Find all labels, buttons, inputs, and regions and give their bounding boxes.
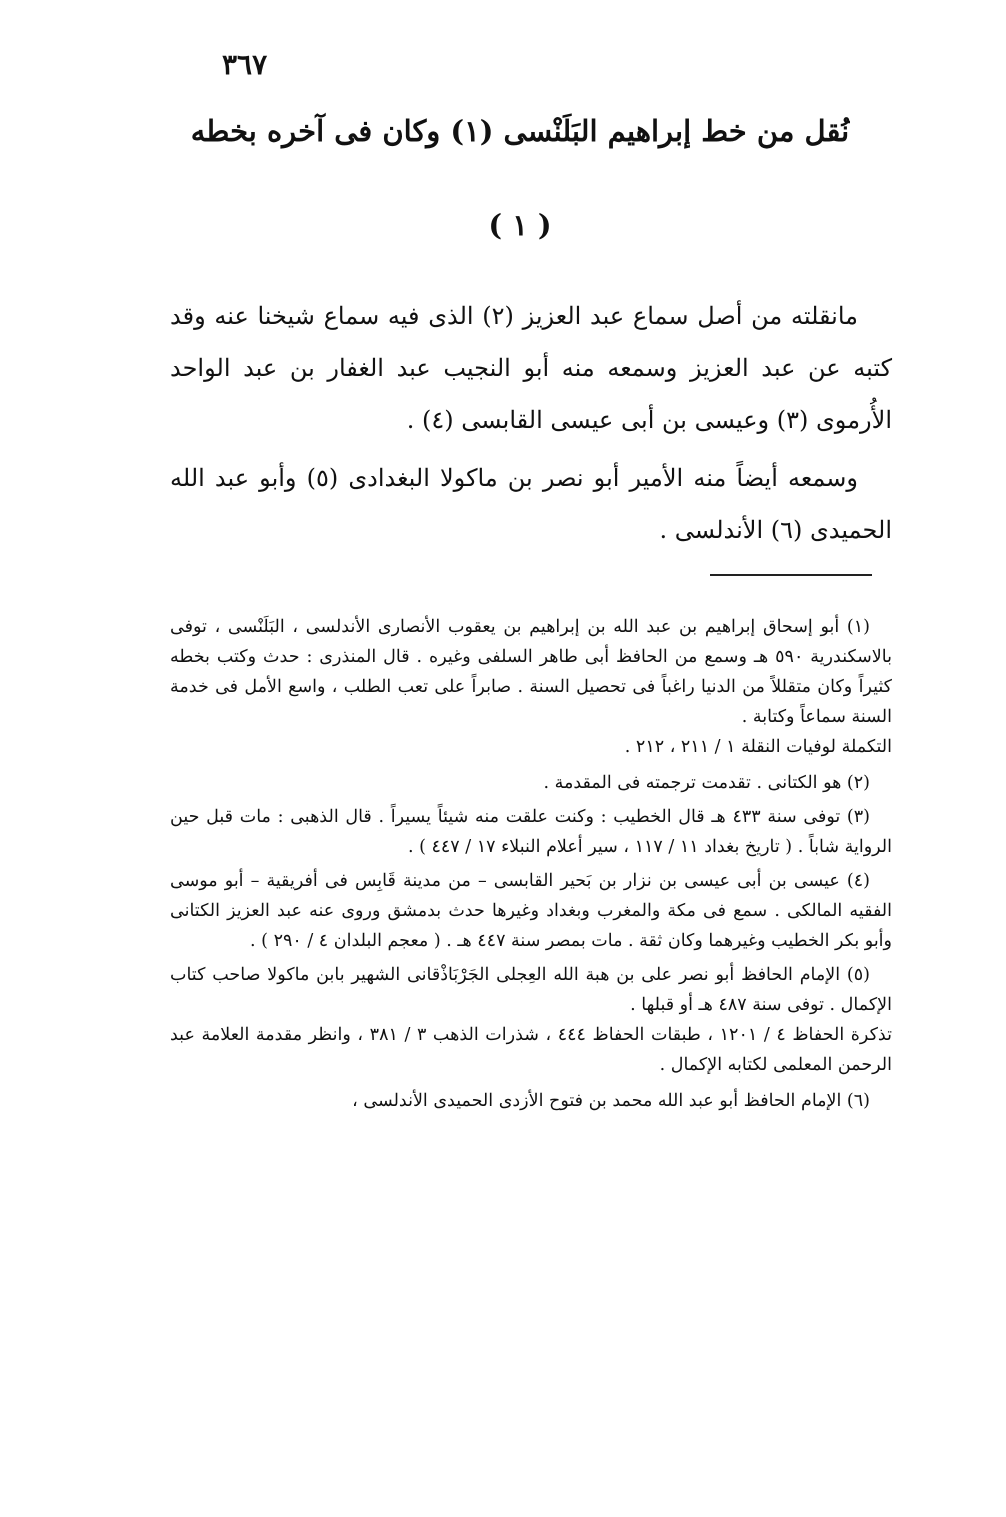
page-title: نُقل من خط إبراهيم البَلَنْسى (١) وكان فى آخره بخطه [190, 114, 850, 148]
footnote-reference: تذكرة الحفاظ ٤ / ١٢٠١ ، طبقات الحفاظ ٤٤٤ ، شذرات الذهب ٣ / ٣٨١ ، وانظر مقدمة العلامة عبد الرحمن المعلمى لكتابه الإكمال . [170, 1025, 892, 1075]
footnote: (١) أبو إسحاق إبراهيم بن عبد الله بن إبراهيم بن يعقوب الأنصارى الأندلسى ، البَلَنْسى ، توفى بالاسكندرية ٥٩٠ هـ وسمع من الحافظ أبى طاهر السلفى وغيره . قال المنذرى : حدث وكتب بخطه كثيراً وكان متقللاً من الدنيا راغباً فى تحصيل السنة . صابراً على تعب الطلب ، واسع الأمل فى خدمة السنة سماعاً وكتابة . [170, 617, 892, 727]
footnote: (٢) هو الكتانى . تقدمت ترجمته فى المقدمة . [543, 773, 870, 793]
body-paragraph: مانقلته من أصل سماع عبد العزيز (٢) الذى فيه سماع شيخنا عنه وقد كتبه عن عبد العزيز وسمعه منه أبو النجيب عبد الغفار بن عبد الواحد الأُرموى (٣) وعيسى بن أبى عيسى القابسى (٤) . [170, 302, 892, 434]
footnote: (٦) الإمام الحافظ أبو عبد الله محمد بن فتوح الأزدى الحميدى الأندلسى ، [352, 1091, 870, 1111]
footnote-divider [710, 574, 872, 576]
footnote: (٣) توفى سنة ٤٣٣ هـ قال الخطيب : وكنت علقت منه شيئاً يسيراً . قال الذهبى : مات قبل حين الرواية شاباً . ( تاريخ بغداد ١١ / ١١٧ ، سير أعلام النبلاء ١٧ / ٤٤٧ ) . [170, 807, 892, 857]
footnote: (٤) عيسى بن أبى عيسى بن نزار بن بَحير القابسى – من مدينة قَابِس فى أفريقية – أبو موسى الفقيه المالكى . سمع فى مكة والمغرب وبغداد وغيرها حدث بدمشق وروى عنه عبد العزيز الكتانى وأبو بكر الخطيب وغيرهما وكان ثقة . مات بمصر سنة ٤٤٧ هـ . ( معجم البلدان ٤ / ٢٩٠ ) . [170, 871, 892, 951]
page-number: ٣٦٧ [222, 48, 268, 81]
footnote: (٥) الإمام الحافظ أبو نصر على بن هبة الله العِجلى الجَرْبَاذْقانى الشهير بابن ماكولا صاحب كتاب الإكمال . توفى سنة ٤٨٧ هـ أو قبلها . [170, 965, 892, 1015]
main-text [170, 290, 892, 556]
section-number: ( ١ ) [488, 208, 552, 242]
footnotes [170, 612, 892, 1120]
body-paragraph: وسمعه أيضاً منه الأمير أبو نصر بن ماكولا البغدادى (٥) وأبو عبد الله الحميدى (٦) الأندلسى . [170, 464, 892, 544]
footnote-reference: التكملة لوفيات النقلة ١ / ٢١١ ، ٢١٢ . [624, 737, 892, 757]
